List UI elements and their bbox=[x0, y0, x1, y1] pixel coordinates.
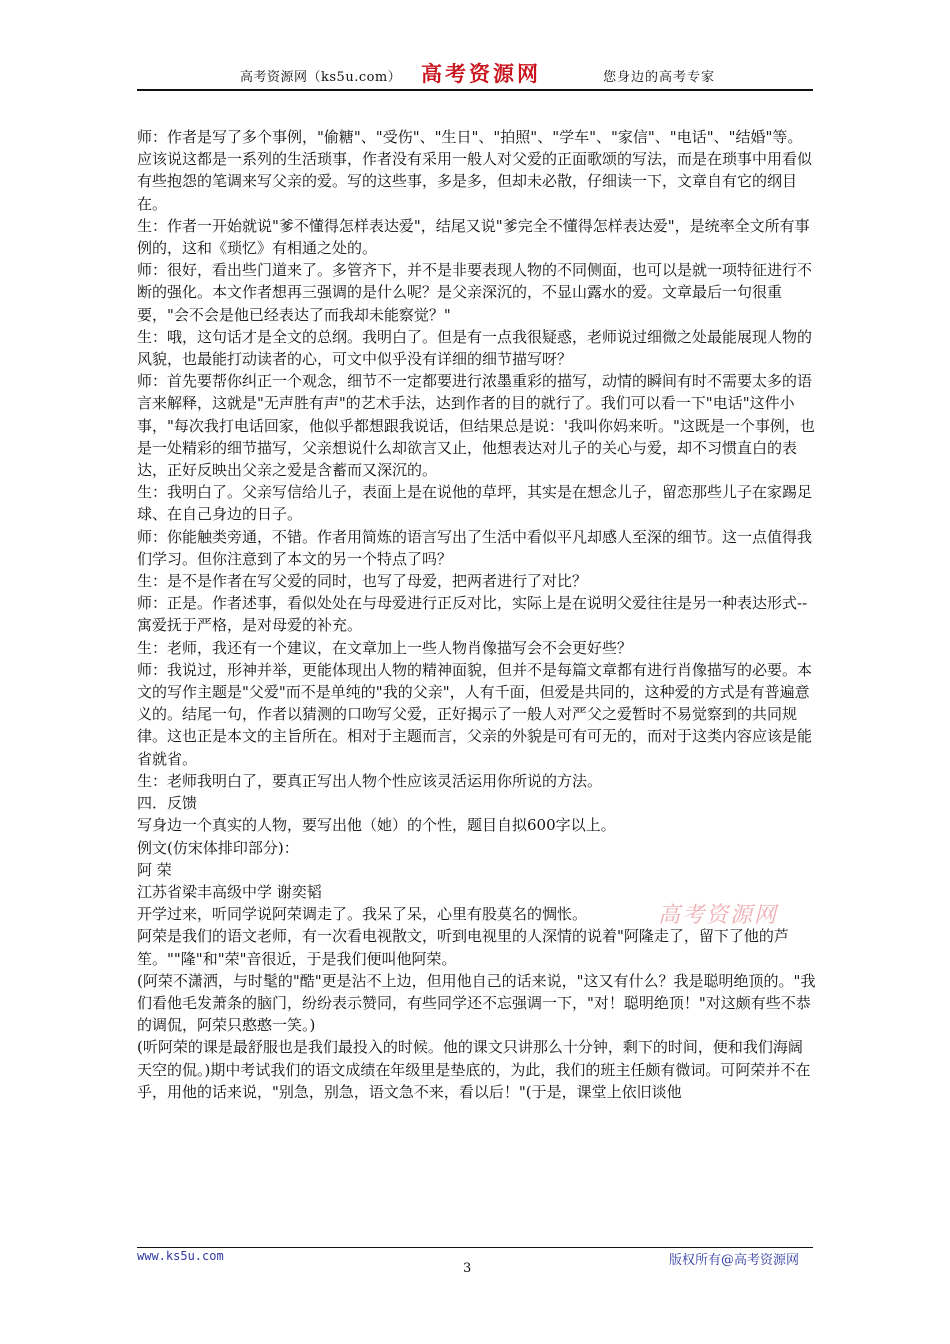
paragraph: 生：是不是作者在写父爱的同时，也写了母爱，把两者进行了对比？ bbox=[137, 572, 588, 591]
header-divider bbox=[137, 89, 813, 91]
header-site-name: 高考资源网（ks5u.com） bbox=[240, 70, 402, 85]
paragraph: 写身边一个真实的人物，要写出他（她）的个性，题目自拟600字以上。 bbox=[137, 816, 616, 835]
essay-author: 江苏省梁丰高级中学 谢奕韬 bbox=[137, 882, 322, 901]
footer-url-link[interactable]: www.ks5u.com bbox=[137, 1249, 224, 1263]
section-heading: 四．反馈 bbox=[137, 794, 198, 813]
paragraph: 生：老师，我还有一个建议，在文章加上一些人物肖像描写会不会更好些？ bbox=[137, 638, 633, 657]
essay-title: 阿 荣 bbox=[137, 860, 172, 879]
paragraph: 师：正是。作者述事，看似处处在与母爱进行正反对比，实际上是在说明父爱往往是另一种表达形式--寓爱抚于严格，是对母爱的补充。 bbox=[137, 594, 808, 635]
paragraph: 例文(仿宋体排印部分)： bbox=[137, 838, 299, 857]
paragraph: (阿荣不潇洒，与时髦的"酷"更是沾不上边，但用他自己的话来说，"这又有什么？我是聪明绝顶的。"我们看他毛发萧条的脑门，纷纷表示赞同，有些同学还不忘强调一下，"对！聪明绝顶！"对这颇有些不恭的调侃，阿荣只憨憨一笑。) bbox=[137, 971, 816, 1035]
paragraph: 师：我说过，形神并举，更能体现出人物的精神面貌，但并不是每篇文章都有进行肖像描写的必要。本文的写作主题是"父爱"而不是单纯的"我的父亲"，人有千面，但爱是共同的，这种爱的方式是有普遍意义的。结尾一句，作者以猜测的口吻写父爱，正好揭示了一般人对严父之爱暂时不易觉察到的共同规律。这也正是本文的主旨所在。相对于主题而言，父亲的外貌是可有可无的，而对于这类内容应该是能省就省。 bbox=[137, 660, 813, 768]
page-number: 3 bbox=[463, 1261, 472, 1276]
paragraph: 师：很好，看出些门道来了。多管齐下，并不是非要表现人物的不同侧面，也可以是就一项特征进行不断的强化。本文作者想再三强调的是什么呢？是父亲深沉的，不显山露水的爱。文章最后一句很重要，"会不会是他已经表达了而我却未能察觉？" bbox=[137, 261, 813, 324]
paragraph: 师：作者是写了多个事例，"偷糖"、"受伤"、"生日"、"拍照"、"学车"、"家信"、"电话"、"结婚"等。应该说这都是一系列的生活琐事，作者没有采用一般人对父爱的正面歌颂的写法，而是在琐事中用看似有些抱怨的笔调来写父亲的爱。写的这些事，多是多，但却未必散，仔细读一下，文章自有它的纲目在。 bbox=[137, 128, 813, 213]
footer-copyright: 版权所有@高考资源网 bbox=[669, 1253, 800, 1268]
paragraph: 师：首先要帮你纠正一个观念，细节不一定都要进行浓墨重彩的描写，动情的瞬间有时不需要太多的语言来解释，这就是"无声胜有声"的艺术手法，达到作者的目的就行了。我们可以看一下"电话"这件小事，"每次我打电话回家，他似乎都想跟我说话，但结果总是说：'我叫你妈来听。"这既是一个事例，也是一处精彩的细节描写，父亲想说什么却欲言又止，他想表达对儿子的关心与爱，却不习惯直白的表达，正好反映出父亲之爱是含蓄而又深沉的。 bbox=[137, 372, 815, 480]
document-body bbox=[137, 126, 817, 1103]
watermark: 高考资源网 bbox=[658, 903, 779, 928]
paragraph: 生：我明白了。父亲写信给儿子，表面上是在说他的草坪，其实是在想念儿子，留恋那些儿子在家踢足球、在自己身边的日子。 bbox=[137, 483, 813, 524]
paragraph: 生：作者一开始就说"爹不懂得怎样表达爱"，结尾又说"爹完全不懂得怎样表达爱"，是统率全文所有事例的，这和《琐忆》有相通之处的。 bbox=[137, 216, 810, 258]
page-header bbox=[137, 62, 813, 92]
paragraph: 开学过来，听同学说阿荣调走了。我呆了呆，心里有股莫名的惆怅。 bbox=[137, 905, 588, 924]
paragraph: 生：老师我明白了，要真正写出人物个性应该灵活运用你所说的方法。 bbox=[137, 771, 603, 790]
footer-divider bbox=[137, 1247, 813, 1248]
header-slogan: 您身边的高考专家 bbox=[603, 70, 716, 85]
paragraph: 师：你能触类旁通，不错。作者用简炼的语言写出了生活中看似平凡却感人至深的细节。这一点值得我们学习。但你注意到了本文的另一个特点了吗？ bbox=[137, 527, 813, 568]
paragraph: 生：哦，这句话才是全文的总纲。我明白了。但是有一点我很疑惑，老师说过细微之处最能展现人物的风貌，也最能打动读者的心，可文中似乎没有详细的细节描写呀？ bbox=[137, 327, 813, 369]
header-logo: 高考资源网 bbox=[421, 62, 541, 86]
paragraph: 阿荣是我们的语文老师，有一次看电视散文，听到电视里的人深情的说着"阿隆走了，留下了他的芦笙。""隆"和"荣"音很近，于是我们便叫他阿荣。 bbox=[137, 927, 789, 968]
paragraph: (听阿荣的课是最舒服也是我们最投入的时候。他的课文只讲那么十分钟，剩下的时间，便和我们海阔天空的侃。)期中考试我们的语文成绩在年级里是垫底的，为此，我们的班主任颇有微词。可阿荣并不在乎，用他的话来说，"别急，别急，语文急不来，看以后！"(于是，课堂上依旧谈他 bbox=[137, 1038, 811, 1101]
